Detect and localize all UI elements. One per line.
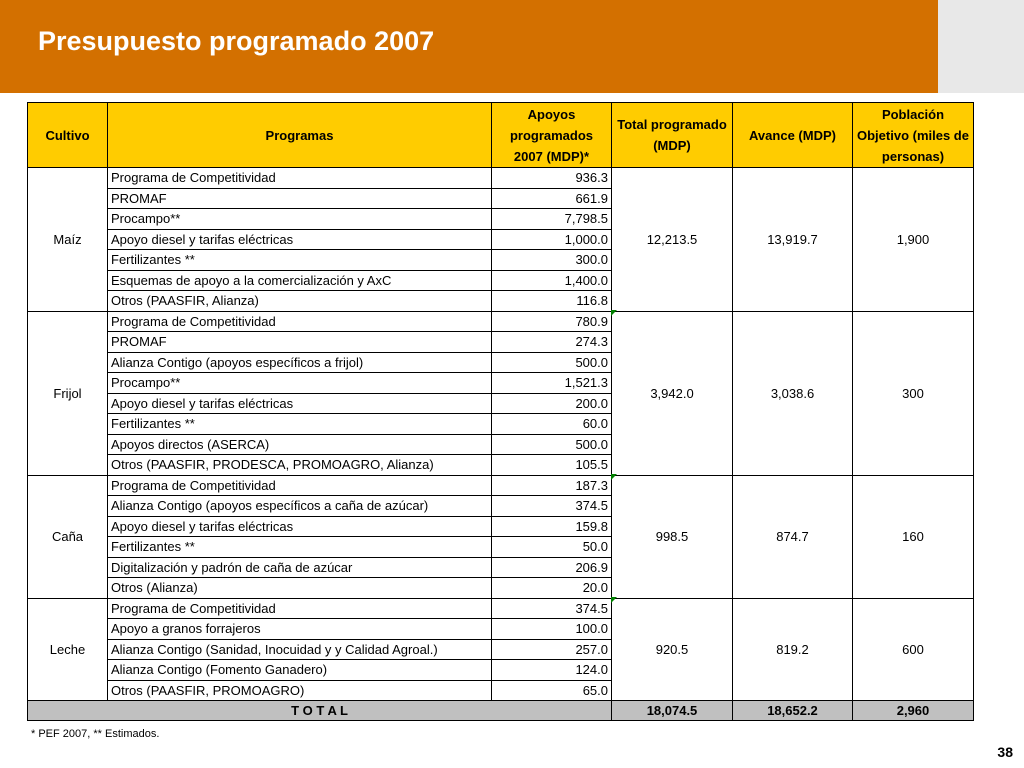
amount-cell	[492, 680, 612, 701]
total-cell: 998.5	[612, 475, 733, 598]
amount-value: 7,798.5	[564, 211, 608, 227]
crop-cell: Frijol	[28, 311, 108, 475]
amount-cell	[492, 250, 612, 271]
header-side-panel	[938, 0, 1024, 93]
amount-cell	[492, 229, 612, 250]
amount-value: 300.0	[575, 252, 608, 268]
program-cell: Programa de Competitividad	[108, 598, 492, 619]
program-cell: PROMAF	[108, 332, 492, 353]
program-cell: Procampo**	[108, 373, 492, 394]
table-header-row	[28, 103, 974, 168]
program-cell: Procampo**	[108, 209, 492, 230]
amount-value: 65.0	[582, 682, 608, 698]
header-cultivo: Cultivo	[28, 103, 108, 168]
program-cell: Otros (PAASFIR, PROMOAGRO)	[108, 680, 492, 701]
amount-value: 500.0	[575, 354, 608, 370]
grand-total: 18,074.5	[612, 701, 733, 721]
poblacion-cell: 160	[853, 475, 974, 598]
table-body	[28, 168, 974, 701]
program-cell: Alianza Contigo (Fomento Ganadero)	[108, 660, 492, 681]
program-cell: Otros (Alianza)	[108, 578, 492, 599]
amount-cell	[492, 660, 612, 681]
amount-cell	[492, 557, 612, 578]
amount-value: 100.0	[575, 621, 608, 637]
amount-value: 124.0	[575, 662, 608, 678]
crop-cell: Leche	[28, 598, 108, 701]
header-total: Total programado (MDP)	[612, 103, 733, 168]
amount-value: 159.8	[575, 518, 608, 534]
amount-value: 187.3	[575, 477, 608, 493]
program-cell: Programa de Competitividad	[108, 168, 492, 189]
amount-value: 20.0	[582, 580, 608, 596]
amount-value: 661.9	[575, 190, 608, 206]
comment-marker-icon	[611, 310, 617, 316]
grand-poblacion: 2,960	[853, 701, 974, 721]
page-number: 38	[997, 744, 1013, 760]
program-cell: Digitalización y padrón de caña de azúcar	[108, 557, 492, 578]
program-cell: Alianza Contigo (Sanidad, Inocuidad y y Calidad Agroal.)	[108, 639, 492, 660]
amount-cell	[492, 168, 612, 189]
amount-cell	[492, 373, 612, 394]
program-cell: Programa de Competitividad	[108, 311, 492, 332]
program-cell: Apoyo diesel y tarifas eléctricas	[108, 393, 492, 414]
amount-value: 60.0	[582, 416, 608, 432]
amount-cell	[492, 578, 612, 599]
total-cell: 3,942.0	[612, 311, 733, 475]
amount-cell	[492, 475, 612, 496]
amount-cell	[492, 311, 612, 332]
grand-avance: 18,652.2	[733, 701, 853, 721]
table-row	[28, 598, 974, 619]
comment-marker-icon	[611, 597, 617, 603]
amount-cell	[492, 496, 612, 517]
avance-cell: 874.7	[733, 475, 853, 598]
amount-value: 1,521.3	[564, 375, 608, 391]
crop-cell: Caña	[28, 475, 108, 598]
amount-value: 200.0	[575, 395, 608, 411]
amount-value: 257.0	[575, 641, 608, 657]
amount-value: 1,400.0	[564, 272, 608, 288]
table-row	[28, 475, 974, 496]
amount-cell	[492, 352, 612, 373]
amount-value: 780.9	[575, 313, 608, 329]
amount-cell	[492, 639, 612, 660]
header-bar	[0, 0, 938, 93]
table-row	[28, 311, 974, 332]
comment-marker-icon	[611, 474, 617, 480]
header-apoyos: Apoyos programados 2007 (MDP)*	[492, 103, 612, 168]
avance-cell: 3,038.6	[733, 311, 853, 475]
program-cell: Esquemas de apoyo a la comercialización y AxC	[108, 270, 492, 291]
total-cell: 12,213.5	[612, 168, 733, 312]
amount-cell	[492, 455, 612, 476]
program-cell: Alianza Contigo (apoyos específicos a frijol)	[108, 352, 492, 373]
amount-cell	[492, 188, 612, 209]
amount-value: 274.3	[575, 334, 608, 350]
avance-cell: 819.2	[733, 598, 853, 701]
total-cell: 920.5	[612, 598, 733, 701]
amount-value: 936.3	[575, 170, 608, 186]
avance-cell: 13,919.7	[733, 168, 853, 312]
program-cell: Apoyos directos (ASERCA)	[108, 434, 492, 455]
poblacion-cell: 600	[853, 598, 974, 701]
amount-cell	[492, 516, 612, 537]
amount-cell	[492, 393, 612, 414]
amount-cell	[492, 414, 612, 435]
program-cell: Apoyo diesel y tarifas eléctricas	[108, 516, 492, 537]
total-label: T O T A L	[28, 701, 612, 721]
poblacion-cell: 300	[853, 311, 974, 475]
amount-value: 1,000.0	[564, 231, 608, 247]
amount-value: 374.5	[575, 498, 608, 514]
program-cell: Otros (PAASFIR, PRODESCA, PROMOAGRO, Alianza)	[108, 455, 492, 476]
amount-cell	[492, 598, 612, 619]
program-cell: Apoyo diesel y tarifas eléctricas	[108, 229, 492, 250]
program-cell: Fertilizantes **	[108, 414, 492, 435]
program-cell: Fertilizantes **	[108, 250, 492, 271]
amount-cell	[492, 619, 612, 640]
budget-table	[27, 102, 974, 721]
footnote: * PEF 2007, ** Estimados.	[31, 728, 160, 740]
amount-cell	[492, 270, 612, 291]
header-avance: Avance (MDP)	[733, 103, 853, 168]
amount-value: 206.9	[575, 559, 608, 575]
crop-cell: Maíz	[28, 168, 108, 312]
amount-cell	[492, 291, 612, 312]
amount-value: 116.8	[576, 293, 608, 309]
program-cell: Alianza Contigo (apoyos específicos a caña de azúcar)	[108, 496, 492, 517]
program-cell: Fertilizantes **	[108, 537, 492, 558]
program-cell: Apoyo a granos forrajeros	[108, 619, 492, 640]
header-poblacion: Población Objetivo (miles de personas)	[853, 103, 974, 168]
amount-cell	[492, 209, 612, 230]
program-cell: Otros (PAASFIR, Alianza)	[108, 291, 492, 312]
amount-value: 105.5	[575, 457, 608, 473]
program-cell: PROMAF	[108, 188, 492, 209]
page-title: Presupuesto programado 2007	[38, 26, 435, 56]
total-row	[28, 701, 974, 721]
amount-value: 500.0	[575, 436, 608, 452]
program-cell: Programa de Competitividad	[108, 475, 492, 496]
amount-value: 374.5	[575, 600, 608, 616]
poblacion-cell: 1,900	[853, 168, 974, 312]
table-row	[28, 168, 974, 189]
amount-cell	[492, 332, 612, 353]
amount-value: 50.0	[582, 539, 608, 555]
header-programas: Programas	[108, 103, 492, 168]
amount-cell	[492, 434, 612, 455]
amount-cell	[492, 537, 612, 558]
